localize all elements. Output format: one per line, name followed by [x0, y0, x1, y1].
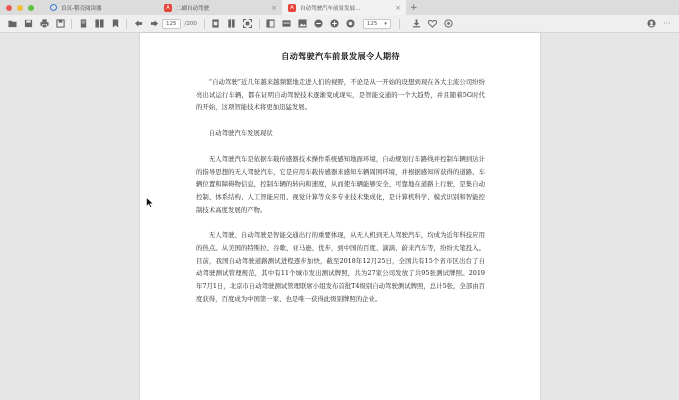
pdf-icon: A — [288, 4, 296, 12]
document-viewport[interactable] — [0, 33, 679, 400]
share-icon[interactable] — [441, 15, 457, 33]
continuous-scroll-icon[interactable] — [224, 15, 240, 33]
tab-label: 首页-稻壳阅读器 — [61, 5, 102, 12]
bookmark-icon[interactable] — [107, 15, 123, 33]
section-heading: 自动驾驶汽车发展现状 — [208, 129, 273, 138]
page-number-input[interactable]: 125 — [162, 19, 181, 29]
page-total: /200 — [184, 20, 197, 27]
document-title: 自动驾驶汽车前景发展令人期待 — [281, 51, 400, 61]
chevron-down-icon: ▾ — [384, 20, 387, 27]
docer-logo-icon — [50, 4, 57, 11]
sidebar-toggle-icon[interactable] — [263, 15, 279, 33]
close-window-button[interactable] — [6, 5, 12, 11]
toolbar-divider — [399, 19, 400, 29]
zoom-out-icon[interactable] — [311, 15, 327, 33]
favorite-icon[interactable] — [425, 15, 441, 33]
tab-document-2[interactable] — [158, 0, 282, 15]
toolbar-divider — [71, 19, 72, 29]
tab-bar — [0, 0, 679, 15]
mouse-cursor-icon — [146, 197, 154, 208]
zoom-in-icon[interactable] — [327, 15, 343, 33]
tab-home[interactable] — [44, 0, 158, 15]
window-controls — [0, 5, 44, 11]
close-tab-icon[interactable]: × — [395, 3, 401, 12]
crop-icon[interactable] — [279, 15, 295, 33]
download-icon[interactable] — [409, 15, 425, 33]
open-folder-icon[interactable] — [4, 15, 20, 33]
body-paragraph: 无人驾驶汽车是依据车载传感器技术操作系统感知地面环境，自动规划行车路线并控制车辆到达计的指导思想的无人驾驶汽车，它是应用车载传感器来感知车辆周围环境，并根据感知所获得的道路、车辆位置和障碍物信息，控制车辆的转向和速度，从而使车辆能够安全、可靠地在道路上行驶，是集自动控制、体系结构、人工智能应用、视觉计算等众多专业技术集成化，是计算机科学、模式识别和智能控制技术高度发展的产物。 — [196, 154, 485, 214]
minimize-window-button[interactable] — [17, 5, 23, 11]
two-page-icon[interactable] — [91, 15, 107, 33]
toolbar — [0, 15, 679, 33]
save-icon[interactable] — [20, 15, 36, 33]
fullscreen-icon[interactable] — [240, 15, 256, 33]
fit-page-icon[interactable] — [208, 15, 224, 33]
next-page-icon[interactable] — [146, 15, 162, 33]
toolbar-divider — [126, 19, 127, 29]
body-paragraph: 无人驾驶、自动驾驶是智能交通出行的重要体现，从无人机到无人驾驶汽车，均成为近年科技应用的热点。从美国的特斯拉、谷歌、亚马逊、优步，到中国的百度、滴滴、蔚来汽车等，纷纷大笔投入。目前，我国自动驾驶道路测试进程逐步加快，截至2018年12月25日，全国共有15个省市区出台了自动驾驶测试管理规范，其中有11个城市发出测试牌照，共为27家公司发放了共95张测试牌照。2019年7月1日，北京市自动驾驶测试管理联席小组发布首批T4级别自动驾驶测试牌照，总计5张，全部由百度获得，百度成为中国第一家、也是唯一获得此级别牌照的企业。 — [196, 231, 485, 303]
tab-document-active[interactable] — [282, 0, 406, 15]
pdf-icon: A — [164, 4, 172, 12]
intro-paragraph: “自动驾驶”近几年越来越频繁地走进人们的视野，不论是从一开始的设想到现在各大主流公司纷纷亮出试运行车辆，都在证明自动驾驶技术逐渐变成现实，是智能交通的一个大趋势，并且随着5G时代的开始，这项智能技术将更加迅猛发展。 — [196, 78, 485, 112]
toolbar-divider — [259, 19, 260, 29]
prev-page-icon[interactable] — [130, 15, 146, 33]
new-tab-icon[interactable]: + — [410, 2, 418, 13]
rotate-icon[interactable] — [343, 15, 359, 33]
print-icon[interactable] — [36, 15, 52, 33]
save-as-icon[interactable] — [52, 15, 68, 33]
zoom-value: 125 — [366, 20, 378, 27]
tab-label: 自动驾驶汽车前景发展... — [300, 5, 361, 12]
image-icon[interactable] — [295, 15, 311, 33]
single-page-icon[interactable] — [75, 15, 91, 33]
toolbar-divider — [204, 19, 205, 29]
account-icon[interactable] — [643, 15, 659, 33]
maximize-window-button[interactable] — [28, 5, 34, 11]
document-page — [140, 33, 540, 400]
close-tab-icon[interactable]: × — [271, 3, 277, 12]
zoom-select[interactable] — [363, 19, 391, 29]
tab-label: 二刷自动驾驶 — [176, 5, 210, 12]
more-icon[interactable]: ··· — [663, 19, 671, 28]
